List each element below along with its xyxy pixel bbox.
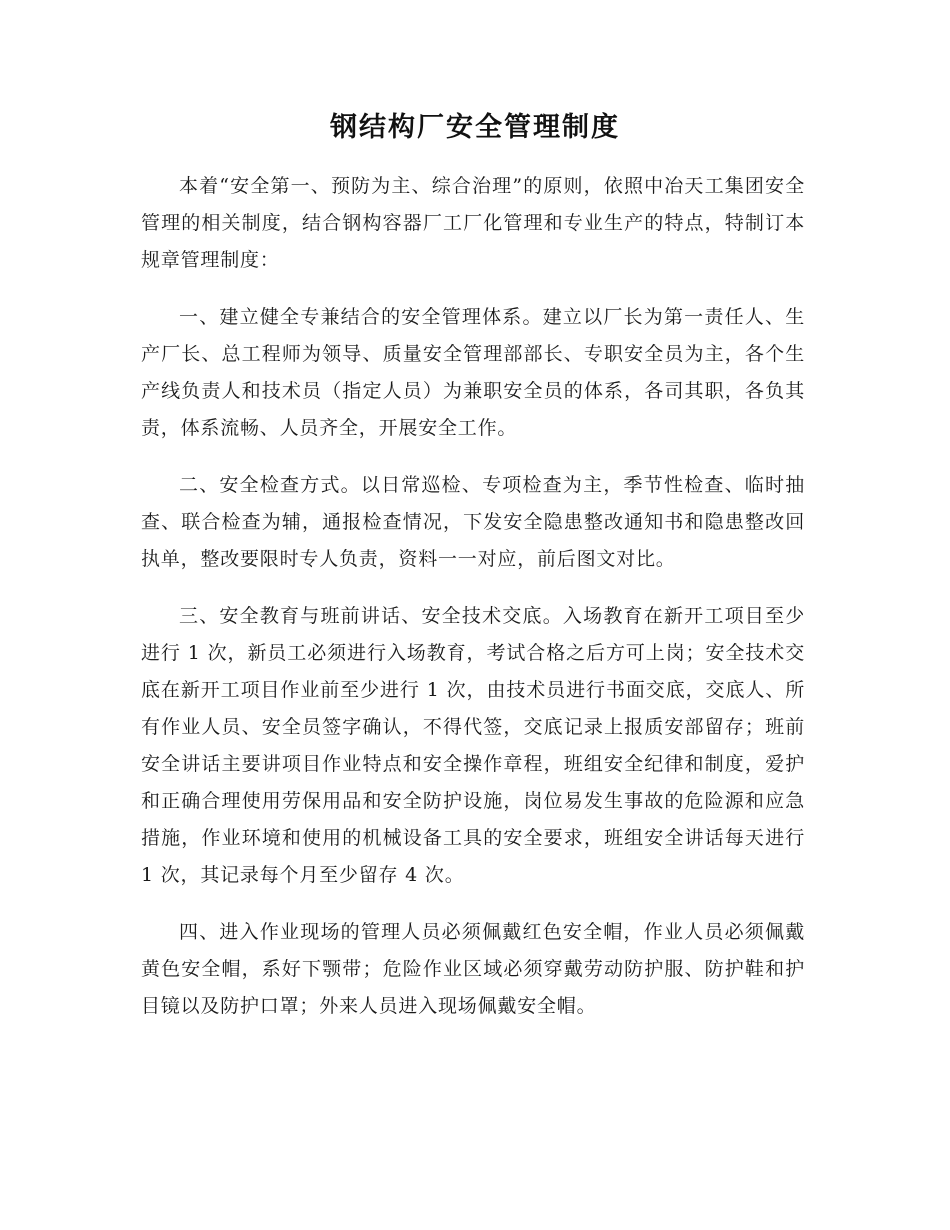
document-body: [141, 168, 805, 1025]
section-4-paragraph: 四、进入作业现场的管理人员必须佩戴红色安全帽，作业人员必须佩戴黄色安全帽，系好下颚带；危险作业区域必须穿戴劳动防护服、防护鞋和护目镜以及防护口罩；外来人员进入现场佩戴安全帽。: [141, 921, 805, 1017]
intro-paragraph: 本着“安全第一、预防为主、综合治理”的原则，依照中冶天工集团安全管理的相关制度，结合钢构容器厂工厂化管理和专业生产的特点，特制订本规章管理制度：: [141, 175, 805, 271]
section-3-paragraph: 三、安全教育与班前讲话、安全技术交底。入场教育在新开工项目至少进行 1 次，新员工必须进行入场教育，考试合格之后方可上岗；安全技术交底在新开工项目作业前至少进行 1 次，由技术员进行书面交底，交底人、所有作业人员、安全员签字确认，不得代签，交底记录上报质安部留存；班前安全讲话主要讲项目作业特点和安全操作章程，班组安全纪律和制度，爱护和正确合理使用劳保用品和安全防护设施，岗位易发生事故的危险源和应急措施，作业环境和使用的机械设备工具的安全要求，班组安全讲话每天进行 1 次，其记录每个月至少留存 4 次。: [141, 605, 805, 886]
document-title: 钢结构厂安全管理制度: [330, 112, 620, 143]
section-2-paragraph: 二、安全检查方式。以日常巡检、专项检查为主，季节性检查、临时抽查、联合检查为辅，通报检查情况，下发安全隐患整改通知书和隐患整改回执单，整改要限时专人负责，资料一一对应，前后图文对比。: [141, 474, 805, 570]
section-1-paragraph: 一、建立健全专兼结合的安全管理体系。建立以厂长为第一责任人、生产厂长、总工程师为领导、质量安全管理部部长、专职安全员为主，各个生产线负责人和技术员（指定人员）为兼职安全员的体系，各司其职，各负其责，体系流畅、人员齐全，开展安全工作。: [141, 306, 805, 439]
